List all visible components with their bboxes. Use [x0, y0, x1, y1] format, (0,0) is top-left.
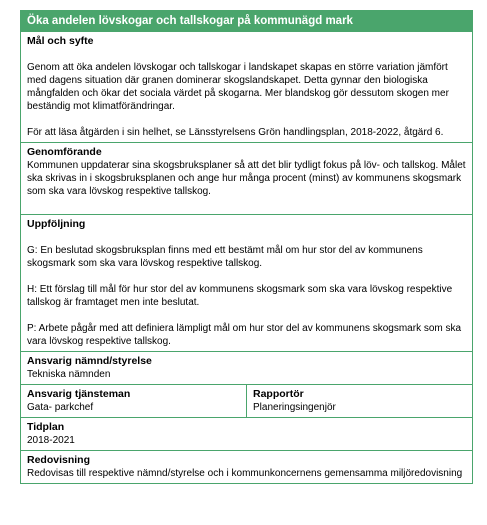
- section-ansvarig-namnd: [21, 351, 472, 384]
- section-heading: Genomförande: [27, 146, 102, 158]
- uppfoljning-h: H: Ett förslag till mål för hur stor del av kommunens skogsmark som ska vara lövskog respektive tallskog är framtaget men inte beslutat.: [27, 284, 453, 308]
- section-value: Tekniska nämnden: [27, 369, 111, 380]
- section-text: Genom att öka andelen lövskogar och tallskogar i landskapet skapas en större variation jämfört med dagens situation där granen dominerar skogslandskapet. Detta gynnar den biologiska mångfalden och ökar det sociala värdet på skogarna. Mer blandskog gör dessutom skogen mer beständig mot klimatförändringar.: [27, 62, 449, 112]
- section-heading: Ansvarig nämnd/styrelse: [27, 355, 152, 367]
- section-ansvarig-tjansteman: [21, 385, 246, 417]
- section-value: Redovisas till respektive nämnd/styrelse och i kommunkoncernens gemensamma miljöredovisning: [27, 468, 463, 479]
- section-heading: Uppföljning: [27, 218, 86, 230]
- card-title: Öka andelen lövskogar och tallskogar på kommunägd mark: [21, 11, 472, 31]
- section-text: För att läsa åtgärden i sin helhet, se Länsstyrelsens Grön handlingsplan, 2018-2022, åtgärd 6.: [27, 127, 444, 138]
- section-heading: Rapportör: [253, 388, 304, 400]
- section-redovisning: [21, 450, 472, 483]
- section-mal-och-syfte: [21, 31, 472, 142]
- section-value: Gata- parkchef: [27, 402, 94, 413]
- section-ansvar-split: [21, 384, 472, 417]
- uppfoljning-p: P: Arbete pågår med att definiera lämpligt mål om hur stor del av kommunens skogsmark som ska vara lövskog respektive tallskog.: [27, 323, 462, 347]
- action-card: [20, 10, 473, 484]
- section-tidplan: [21, 417, 472, 450]
- section-heading: Ansvarig tjänsteman: [27, 388, 131, 400]
- section-uppfoljning: [21, 214, 472, 351]
- section-genomforande: [21, 142, 472, 214]
- section-heading: Redovisning: [27, 454, 91, 466]
- section-heading: Mål och syfte: [27, 35, 94, 47]
- section-rapportor: [246, 385, 472, 417]
- section-text: Kommunen uppdaterar sina skogsbruksplaner så att det blir tydligt fokus på löv- och tallskog. Målet ska skrivas in i skogsbruksplanen och ange hur många procent (minst) av kommunens skogsmark som ska vara lövskog respektive tallskog.: [27, 160, 466, 197]
- section-value: 2018-2021: [27, 435, 75, 446]
- section-value: Planeringsingenjör: [253, 402, 336, 413]
- section-heading: Tidplan: [27, 421, 65, 433]
- uppfoljning-g: G: En beslutad skogsbruksplan finns med ett bestämt mål om hur stor del av kommunens skogsmark som ska vara lövskog respektive tallskog.: [27, 245, 423, 269]
